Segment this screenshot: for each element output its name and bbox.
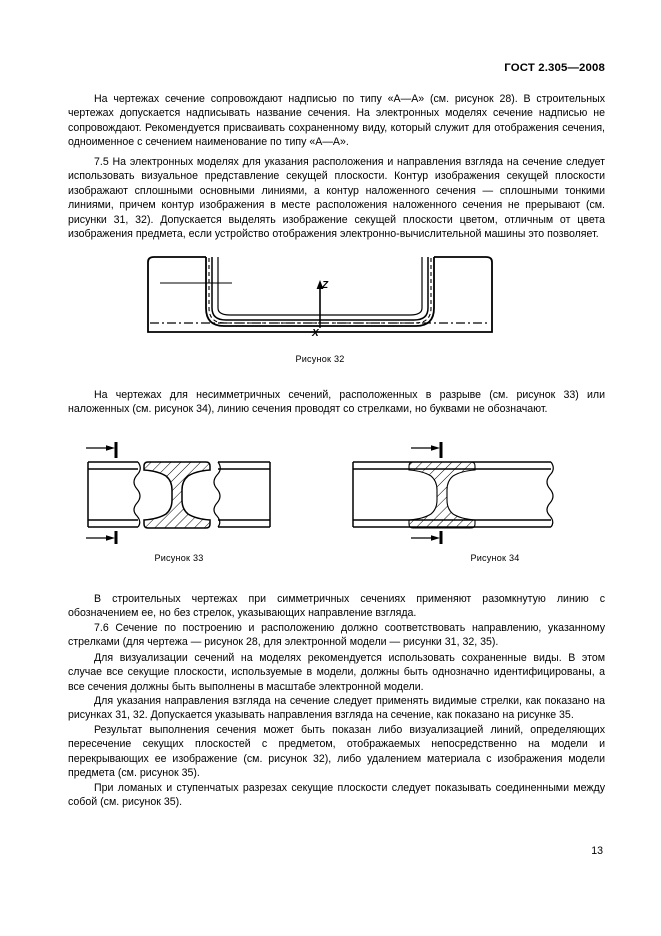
figure-32 bbox=[140, 250, 520, 364]
paragraph-asymmetric-sections: На чертежах для несимметричных сечений, расположенных в разрыве (см. рисунок 33) или наложенных (см. рисунок 34), линию сечения проводят со стрелками, но буквами не обозначают. bbox=[68, 389, 605, 416]
paragraph-section-result: Результат выполнения сечения может быть показан либо визуализацией линий, определяющих пересечение секущих плоскостей с предметом, отображаемых непосредственно на модели и перекрывающих ее изображение (см. рисунок 32), либо удалением материала с изображения модели предмета (см. рисунок 35). bbox=[68, 724, 605, 780]
figure-33-drawing bbox=[74, 440, 284, 545]
figure-34-caption: Рисунок 34 bbox=[470, 553, 520, 563]
paragraph-block-3 bbox=[68, 388, 605, 417]
figure-32-drawing bbox=[140, 250, 500, 350]
figure-33-34-captions bbox=[68, 553, 605, 563]
standard-header: ГОСТ 2.305—2008 bbox=[504, 62, 605, 74]
paragraph-symmetric-sections: В строительных чертежах при симметричных сечениях применяют разомкнутую линию с обозначением ее, но без стрелок, указывающих направление взгляда. bbox=[68, 593, 605, 620]
page-number: 13 bbox=[591, 845, 603, 857]
clause-7-5: 7.5 На электронных моделях для указания расположения и направления взгляда на сечение следует использовать визуальное представление секущей плоскости. Контур изображения секущей плоскости изображают сплошными основными линиями, а контур наложенного сечения — сплошными тонкими линиями, причем контур изображения в месте расположения наложенного сечения не прерывают (см. рисунки 31, 32). Допускается выделять изображение секущей плоскости цветом, отличным от цвета изображения предмета, если устройство отображения электронно-вычислительной машины это позволяет. bbox=[68, 156, 605, 241]
figure-34 bbox=[345, 440, 575, 545]
paragraph-visualization: Для визуализации сечений на моделях рекомендуется использовать сохраненные виды. В этом случае все секущие плоскости, используемые в модели, должны быть однозначно идентифицированы, а все сечения должны быть выполнены в масштабе электронной модели. bbox=[68, 652, 605, 693]
paragraph-view-direction: Для указания направления взгляда на сечение следует применять видимые стрелки, как показано на рисунках 31, 32. Допускается указывать направления взгляда на сечение, как показано на рисунке 35. bbox=[68, 695, 605, 722]
paragraph-block-1 bbox=[68, 92, 605, 150]
paragraph-block-2 bbox=[68, 155, 605, 242]
figure-32-caption: Рисунок 32 bbox=[295, 354, 345, 364]
paragraph-block-9 bbox=[68, 781, 605, 810]
paragraph-block-6 bbox=[68, 651, 605, 694]
paragraph-sections-note: На чертежах сечение сопровождают надписью по типу «А—А» (см. рисунок 28). В строительных чертежах допускается надписывать название сечения. На электронных моделях сечение надписью не сопровождают. Рекомендуется присваивать сохраненному виду, который служит для отображения сечения, одноименное с сечением наименование по типу «А—А». bbox=[68, 93, 605, 149]
figure-32-axis-x-label: X bbox=[312, 328, 319, 339]
paragraph-block-8 bbox=[68, 723, 605, 781]
figure-34-drawing bbox=[345, 440, 570, 545]
paragraph-block-5 bbox=[68, 621, 605, 650]
clause-7-6: 7.6 Сечение по построению и расположению должно соответствовать направлению, указанному стрелками (для чертежа — рисунок 28, для электронной модели — рисунки 31, 32, 35). bbox=[68, 622, 605, 649]
paragraph-broken-stepped-cuts: При ломаных и ступенчатых разрезах секущие плоскости следует показывать соединенными между собой (см. рисунок 35). bbox=[68, 782, 605, 809]
paragraph-block-4 bbox=[68, 592, 605, 621]
caption-spacer bbox=[290, 553, 385, 563]
figure-32-axis-z-label: Z bbox=[322, 280, 329, 291]
figure-33 bbox=[74, 440, 294, 545]
paragraph-block-7 bbox=[68, 694, 605, 723]
figure-33-caption: Рисунок 33 bbox=[154, 553, 204, 563]
